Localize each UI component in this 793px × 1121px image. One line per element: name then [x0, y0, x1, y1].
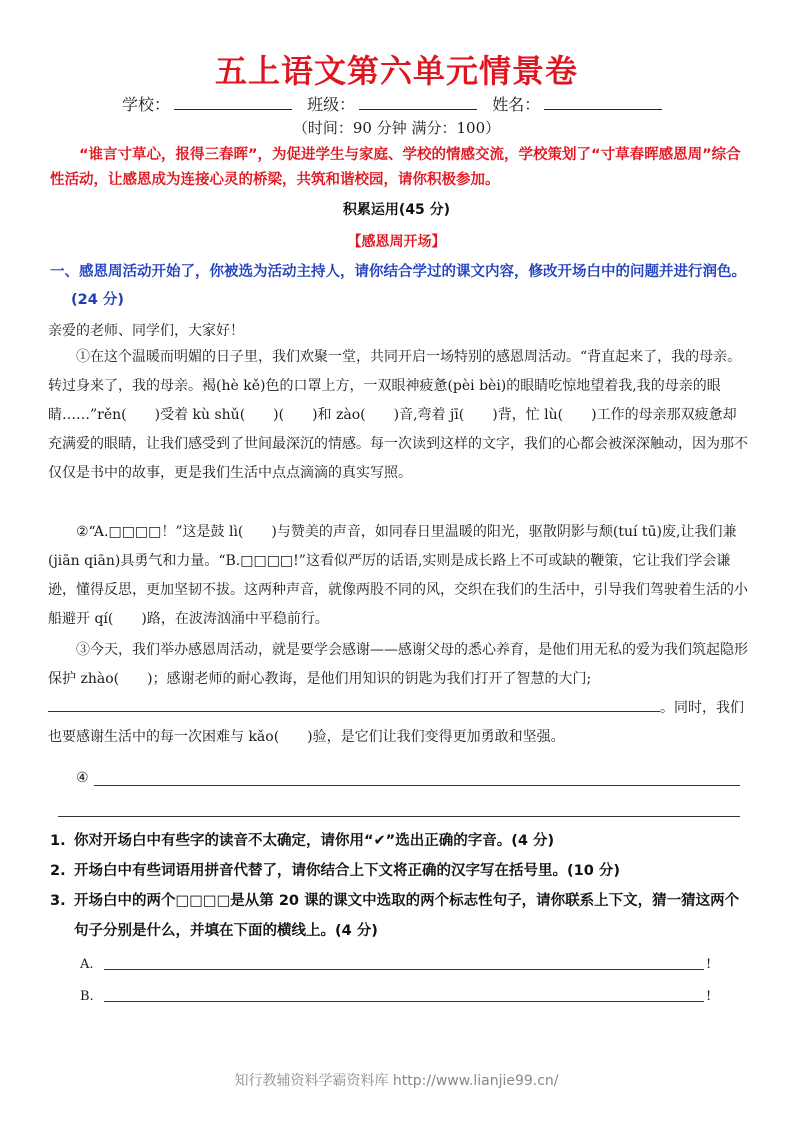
time-score-line: （时间：90 分钟 满分：100）: [292, 119, 501, 137]
answer-line-b[interactable]: [80, 989, 714, 1004]
question-one: [50, 258, 750, 314]
paragraph-4-writing: [76, 770, 740, 786]
student-info-row: [122, 92, 672, 115]
passage-paragraph-3: [48, 636, 748, 752]
name-label: 姓名：: [492, 95, 541, 114]
passage-paragraph-1: ①在这个温暖而明媚的日子里，我们欢聚一堂，共同开启一场特别的感恩周活动。“背直起来了，我的母亲。转过身来了，我的母亲。褐(hè kě)色的口罩上方，一双眼神疲惫(pèi bèi)的眼睛吃惊地望着我,我的母亲的眼睛……”rěn( )受着 kù shǔ( )( )和 zào( )音,弯着 jī( )背，忙 lù( )工作的母亲那双疲惫却充满爱的眼睛，让我们感受到了世间最深沉的情感。每一次读到这样的文字，我们的心都会被深深触动，因为那不仅仅是书中的故事，更是我们生活中点点滴滴的真实写照。: [48, 349, 748, 481]
sub-question-2-number: 2.: [50, 863, 66, 879]
sub-question-1-text: 你对开场白中有些字的读音不太确定，请你用“✔”选出正确的字音。(4 分): [74, 833, 555, 849]
name-field[interactable]: [544, 96, 662, 110]
class-label: 班级：: [307, 95, 356, 114]
sub-question-3-number: 3.: [50, 893, 66, 909]
sub-question-1-number: 1.: [50, 833, 66, 849]
paragraph-3-start: ③今天，我们举办感恩周活动，就是要学会感谢——感谢父母的悉心养育，是他们用无私的爱为我们筑起隐形保护 zhào( )；感谢老师的耐心教诲，是他们用知识的钥匙为我们打开了智慧的大门;: [48, 642, 748, 687]
passage-paragraph-2: ②“A.□□□□！”这是鼓 lì( )与赞美的声音，如同春日里温暖的阳光，驱散阴影与颓(tuí tū)废,让我们兼(jiān qiān)具勇气和力量。“B.□□□□!”这看似严厉的话语,实则是成长路上不可或缺的鞭策，它让我们学会谦逊，懂得反思，更加坚韧不拔。这两种声音，就像两股不同的风，交织在我们的生活中，引导我们驾驶着生活的小船避开 qí( )路，在波涛汹涌中平稳前行。: [48, 524, 748, 627]
paragraph-3-blank[interactable]: [48, 698, 660, 712]
question-one-text: 一、感恩周活动开始了，你被选为活动主持人，请你结合学过的课文内容，修改开场白中的问题并进行润色。(24 分): [50, 264, 746, 308]
footer-watermark: 知行教辅资料学霸资料库 http://www.lianjie99.cn/: [234, 1073, 559, 1089]
answer-line-a[interactable]: [80, 957, 714, 972]
sub-question-3: [50, 886, 750, 946]
answer-a-end: !: [706, 957, 712, 972]
intro-paragraph: “谁言寸草心，报得三春晖”，为促进学生与家庭、学校的情感交流，学校策划了“寸草春晖感恩周”综合性活动，让感恩成为连接心灵的桥梁，共筑和谐校园，请你积极参加。: [50, 147, 741, 188]
school-field[interactable]: [174, 96, 292, 110]
class-field[interactable]: [359, 96, 477, 110]
greeting: 亲爱的老师、同学们，大家好！: [48, 323, 244, 339]
sub-question-2: [50, 856, 750, 886]
page-title: 五上语文第六单元情景卷: [214, 52, 578, 90]
paragraph-3-end: 。同时，我们也要感谢生活中的每一次困难与 kǎo( )验，是它们让我们变得更加勇敢和坚强。: [48, 700, 744, 745]
answer-b-end: !: [706, 989, 712, 1004]
answer-a-underline[interactable]: [104, 969, 704, 970]
paragraph-4-number: ④: [76, 770, 89, 786]
sub-question-3-text: 开场白中的两个□□□□是从第 20 课的课文中选取的两个标志性句子，请你联系上下文，猜一猜这两个句子分别是什么，并填在下面的横线上。(4 分): [74, 893, 740, 939]
sub-question-1: [50, 826, 750, 856]
school-label: 学校：: [122, 95, 171, 114]
answer-a-label: A.: [80, 957, 94, 972]
subsection-title: 【感恩周开场】: [347, 234, 446, 250]
answer-b-label: B.: [80, 989, 94, 1004]
sub-question-2-text: 开场白中有些词语用拼音代替了，请你结合上下文将正确的汉字写在括号里。(10 分): [74, 863, 620, 879]
section-title: 积累运用(45 分): [342, 202, 451, 218]
answer-b-underline[interactable]: [104, 1001, 704, 1002]
paragraph-4-line-2[interactable]: [58, 816, 740, 817]
paragraph-4-line-1[interactable]: [94, 770, 740, 786]
